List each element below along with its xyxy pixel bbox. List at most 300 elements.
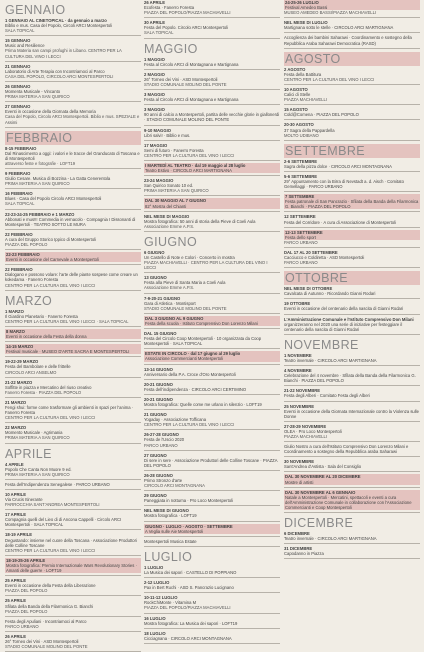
divider: [284, 104, 420, 105]
event-item: [144, 331, 280, 346]
event-item: [144, 107, 280, 122]
event-date: 27 GIUGNO: [144, 452, 167, 458]
event-item: [144, 397, 280, 407]
event-place: SALA TOPICAL: [144, 30, 174, 36]
event-date: 29 GIUGNO: [144, 493, 167, 499]
month-heading: NOVEMBRE: [284, 337, 359, 352]
event-date: 4 NOVEMBRE: [284, 368, 312, 374]
event-place: Associazione Emme A.P.S.: [144, 285, 195, 291]
divider: [284, 298, 420, 299]
event-title: Gara di Atletica · Montisport: [144, 300, 196, 306]
month-heading: MAGGIO: [144, 41, 198, 56]
event-item: [284, 107, 420, 117]
event-item: [144, 412, 280, 427]
event-item: [5, 104, 141, 124]
event-date: 22 FEBBRAIO: [5, 231, 33, 237]
divider: [284, 441, 420, 442]
event-date: 26 GENNAIO: [5, 83, 31, 89]
divider: [144, 577, 280, 578]
event-date: 21 GIUGNO: [144, 412, 167, 418]
divider: [284, 456, 420, 457]
event-title: Momenta Musicale - Vincanto: [5, 89, 61, 95]
event-date: 25 APRILE: [5, 578, 27, 584]
event-title: Natale a Montespertoli · Mercatini, spettacoli e eventi a cura dell'Amministrazione Comunale in collaborazione con l'Associazione Commercianti e Coop Montespertoli: [284, 495, 420, 510]
event-item: [284, 250, 420, 265]
event-title: Abbonati e mus!!! Commedia in vernacolo · Compagnia I Dissonanti di Montespertoli · TEATRO SOTTO LE MURA: [5, 216, 136, 227]
event-item: [144, 595, 280, 610]
event-title: Festa del Bambolare e delle frittelle: [5, 364, 71, 370]
event-date: 12 SETTEMBRE: [284, 214, 316, 220]
event-title: Un Castello di Note e Colori · Concerto in mostra: [144, 255, 235, 260]
event-date: 22-23 FEBBRAIO: [5, 252, 141, 257]
event-item: [284, 122, 420, 137]
event-item: [144, 432, 280, 447]
event-place: Prima Materia san campi profughi in Libano. CENTRO PER LA CULTURA DEL VINO I LECCI: [5, 48, 122, 59]
event-title: Eventi in occasione della Festa della Liberazione: [5, 583, 96, 589]
divider: [5, 168, 141, 169]
event-place: STADIO COMUNALE MOLINO DEL PONTE: [144, 305, 227, 311]
divider: [144, 125, 280, 126]
divider: [144, 536, 280, 537]
event-date: 2 MAGGIO: [144, 71, 165, 77]
event-date: 20-30 AGOSTO: [284, 122, 314, 128]
event-title: A Veglia sulle Aie Montespertoli: [144, 529, 280, 534]
divider: [284, 365, 420, 366]
event-title: Semi di futuro · Fanerro Foresta: [144, 147, 204, 153]
divider: [284, 421, 420, 422]
month-heading: OTTOBRE: [284, 271, 420, 285]
event-date: 26 APRILE: [144, 0, 166, 5]
event-title: La Musica dei sapori · CASTELLO DI POPPIANO: [144, 569, 237, 575]
divider: [144, 17, 280, 18]
event-item: [144, 508, 280, 518]
event-item: [284, 0, 420, 15]
event-date: NEL MESE DI GIUGNO: [144, 508, 189, 514]
event-title: Festa patronale di San Pancrazio · Sfilata della Banda della Filarmonica G. Bianchi · PIAZZA DEL POPOLO: [285, 199, 419, 210]
divider: [144, 379, 280, 380]
event-place: MUSEO AMEDEO BASSI/PIAZZA MACHIAVELLI: [284, 10, 377, 16]
divider: [5, 575, 141, 576]
event-item: [144, 631, 280, 641]
event-place: CENTRO PER LA CULTURA DEL VINO I LECCI: [5, 415, 96, 421]
divider: [284, 512, 420, 513]
event-item: [144, 580, 280, 590]
event-place: Associazione Emme A.P.S.: [144, 223, 195, 229]
event-place: STADIO COMUNALE MOLINO DEL PONTE: [5, 644, 88, 650]
event-item: [5, 84, 141, 99]
event-title: Mostra fotografica: Quelle come me urlano in silenzio · LOFT19: [144, 401, 262, 407]
event-item: [5, 482, 141, 487]
event-date: 3 MAGGIO: [144, 107, 165, 113]
event-date: 22-23-24-25 FEBBRAIO e 1 MARZO: [5, 211, 75, 217]
event-place: attraverso feste e fotografie · LOFT19: [5, 160, 76, 166]
event-date: 1 NOVEMBRE: [284, 352, 312, 358]
divider: [284, 227, 420, 228]
divider: [144, 613, 280, 614]
event-date: 13-14 GIUGNO: [144, 366, 173, 372]
divider: [5, 377, 141, 378]
divider: [5, 397, 141, 398]
divider: [284, 314, 420, 315]
event-place: PIAZZA MACHIAVELLI: [284, 97, 327, 103]
event-place: CIRCOLO ARCI ANSELMO: [5, 369, 57, 375]
event-date: 19-22-29 MARZO: [5, 359, 39, 365]
event-title: San Quirico Sonato 10 ed.: [144, 183, 194, 189]
event-date: 30 NOVEMBRE: [284, 459, 315, 465]
event-title: Eventi in occasione del Carnevale a Montespertoli: [5, 257, 141, 262]
event-place: PRIMA MATERIA A SAN QUIRICO: [5, 94, 70, 100]
event-title: Festa degli Alberi · Comitato Festa degli Alberi: [284, 393, 370, 399]
event-place: PIAZZA DEL POPOLO: [5, 242, 48, 247]
divider: [144, 69, 280, 70]
divider: [144, 429, 280, 430]
event-date: DAL 30 MAGGIO AL 7 GIUGNO: [144, 198, 280, 203]
event-item: [5, 344, 141, 354]
divider: [144, 140, 280, 141]
divider: [144, 211, 280, 212]
event-date: 10 APRILE: [5, 491, 27, 497]
event-title: Mostra fotografica: Premio Internazionale Wars Revolutionary Stories · Amanti delle guerre · LOFT19: [5, 563, 141, 573]
event-date: 2 AGOSTO: [284, 66, 306, 72]
column-2: [144, 0, 280, 641]
event-item: [5, 578, 141, 593]
event-title: Cold@Comena · PIAZZA DEL POPOLO: [284, 112, 359, 118]
event-place: PARCO URBANO: [284, 239, 318, 245]
event-date: 25 NOVEMBRE: [284, 403, 315, 409]
event-item: [5, 267, 141, 287]
event-item: [284, 317, 420, 332]
event-item: [5, 252, 141, 262]
event-item: [5, 400, 141, 420]
event-title: 82° Mostra del Chianti: [144, 204, 280, 209]
month-heading: AGOSTO: [284, 52, 420, 66]
divider: [5, 81, 141, 82]
event-title: Via Crucis Itinerante: [5, 497, 43, 502]
divider: [144, 409, 280, 410]
event-date: 17 APRILE: [5, 512, 27, 518]
event-place: CENTRO PER LA CULTURA DEL VINO I LECCI: [5, 282, 96, 288]
event-title: Eventi in occasione del centenario della nascita di Gianni Rodari: [284, 306, 404, 312]
event-place: PARROCCHIA SANT'ANDREA MONTESPERTOLI: [5, 502, 100, 508]
event-item: [144, 72, 280, 87]
event-item: [144, 143, 280, 158]
event-date: 27 GENNAIO: [5, 104, 31, 110]
month-heading: SETTEMBRE: [284, 144, 420, 158]
event-place: Fanerro Foresta · PIAZZA DEL POPOLO: [5, 389, 82, 395]
event-item: [144, 163, 280, 173]
event-place: CENTRO PER LA CULTURA DEL VINO I LECCI · SALA TOPICAL: [5, 318, 129, 324]
event-date: 15 GENNAIO: [5, 38, 31, 44]
event-item: [284, 67, 420, 82]
event-item: [5, 462, 141, 477]
event-title: 26° Torneo dei Vini · ASD Montespertoli: [144, 76, 218, 82]
event-date: 4 APRILE: [5, 461, 24, 467]
event-title: Festa del Corridore · A cura di Associazione di Montespertoli: [284, 219, 396, 225]
event-item: [5, 598, 141, 613]
event-date: 26-27-28 GIUGNO: [144, 432, 179, 438]
event-title: Teatro invernale · CIRCOLO ARCI MARTIGNANA: [284, 536, 377, 542]
event-title: Cavalcata di Autunno · Ricordando Gianni Rodari: [284, 291, 376, 297]
event-date: 25 APRILE: [5, 598, 27, 604]
event-title: Festa degli Apuliani · Incontriamoci al Parco: [5, 618, 87, 624]
event-title: Eventi in occasione della Festa della donna: [5, 334, 141, 339]
event-item: [5, 558, 141, 573]
event-item: [284, 546, 420, 556]
event-date: 2-12 LUGLIO: [144, 580, 170, 586]
event-title: RockChiMonte · Vitamina M: [144, 600, 197, 606]
event-title: organizzeranno nel 2020 una serie di iniziative per festeggiare il centenario della nascita di Gianni Rodari: [284, 321, 403, 332]
event-title: Ecofesta · Fanerro Foresta: [144, 5, 195, 11]
divider: [5, 101, 141, 102]
divider: [5, 595, 141, 596]
event-item: [144, 296, 280, 311]
divider: [5, 188, 141, 189]
event-title: Momento Musicale · Agrimania: [5, 430, 63, 436]
event-item: [284, 531, 420, 541]
event-item: [284, 159, 420, 169]
event-date: 21-22 MARZO: [5, 379, 33, 385]
event-date: NEL MESE DI MAGGIO: [144, 213, 190, 219]
divider: [5, 249, 141, 250]
event-title: A cura del Gruppo Storico Ippico di Montespertoli: [5, 236, 97, 242]
event-place: SALA TOPICAL: [5, 28, 35, 34]
event-title: Degustando: insieme nel cuore della Toscana · Associazione Produttori delle Colline Toscane: [5, 537, 137, 548]
month-heading: DICEMBRE: [284, 516, 354, 530]
event-date: 10-11-12 LUGLIO: [144, 595, 178, 601]
event-date: L'Amministrazione Comunale e l'Istituto Comprensivo Don Milani: [284, 316, 414, 322]
event-item: [144, 367, 280, 377]
event-item: [144, 128, 280, 138]
event-place: PRIMA MATERIA A SAN QUIRICO: [144, 188, 209, 194]
event-date: NEL MESE DI LUGLIO: [284, 20, 328, 26]
event-date: 16 FEBBRAIO: [5, 191, 33, 197]
divider: [284, 32, 420, 33]
event-place: PRIMA MATERIA A SAN QUIRICO: [5, 181, 70, 187]
event-item: [5, 191, 141, 206]
event-date: DAL 3 GIUGNO AL 9 GIUGNO: [144, 316, 280, 321]
event-item: [5, 380, 141, 395]
event-date: 22 MARZO: [5, 425, 27, 431]
event-place: PIAZZA DEL POPOLO/PIAZZA MACHIAVELLI: [144, 605, 231, 611]
event-title: Cacciucco e Coldiretta · ASD Montespertoli: [284, 255, 365, 260]
event-date: 5-6 SETTEMBRE: [284, 173, 318, 179]
event-date: 3 MAGGIO: [144, 92, 165, 98]
event-item: [284, 174, 420, 189]
event-title: Mostra fotografica: La Musica dei sapori · LOFT19: [144, 620, 238, 626]
event-title: Mostre di artisti: [284, 480, 420, 485]
event-place: CENTRO PER LA CULTURA DEL VINO I LECCI: [284, 76, 375, 82]
event-place: PIAZZA DEL POPOLO: [5, 608, 48, 614]
event-place: PARCO URBANO: [284, 260, 318, 266]
event-item: [284, 459, 420, 469]
event-title: 26° Torneo dei Vini · ASD Montespertoli: [5, 638, 79, 644]
event-title: Music and Resilience: [5, 43, 45, 49]
event-item: [284, 404, 420, 419]
divider: [144, 175, 280, 176]
month-heading: GIUGNO: [144, 234, 198, 249]
divider: [144, 89, 280, 90]
event-title: Biblio e mus. Casa del Popolo, Circoli ARCI Montespertoli: [5, 23, 113, 29]
event-title: Festa del Circolo Coop Montespertoli · 10 organizzata da Coop Montespertoli · SALA TOPICAL: [144, 336, 262, 347]
event-place: CENTRO PER LA CULTURA DEL VINO I LECCI: [144, 422, 235, 428]
event-title: Libri salvi! · Biblio e mus.: [144, 132, 191, 138]
divider: [5, 229, 141, 230]
event-title: Accoglienza dei bambini Saharawi · Coordinamento e sostegno della Repubblica Araba Saharawi Democratica (RASD): [284, 35, 412, 46]
event-title: Montespertoli Musica Estate: [144, 538, 197, 544]
event-item: [5, 171, 141, 186]
event-place: CENTRO PER LA CULTURA DEL VINO I LECCI: [5, 547, 96, 553]
event-place: CASA DEL POPOLO, CIRCOLO ARCI MONTESPERTOLI: [5, 73, 114, 79]
event-place: PIAZZA MACHIAVELLI: [284, 433, 327, 439]
event-item: [5, 492, 141, 507]
event-item: [144, 539, 280, 544]
event-item: [5, 212, 141, 227]
divider: [144, 160, 280, 161]
event-item: [144, 178, 280, 193]
event-title: Yogaday · Associazione Tofficana: [144, 417, 207, 423]
column-1: [5, 0, 141, 650]
event-title: Compagnia quelli del Lieo di di Ancona Cappelli · Circolo ARCI Montespertoli · SALA TOPICAL: [5, 517, 122, 528]
event-date: 20-21 GIUGNO: [144, 381, 173, 387]
event-title: Blues · Casa del Popolo Circolo ARCI Montespertoli: [5, 196, 102, 202]
divider: [284, 267, 420, 268]
divider: [144, 104, 280, 105]
divider: [284, 211, 420, 212]
event-title: 90 anni di calcio a Montespertoli, partita delle vecchie glorie in giallonerdi · STADIO COMUNALE MOLINO DEL PONTE: [144, 112, 280, 123]
event-place: PARCO URBANO: [5, 623, 39, 629]
event-item: [5, 309, 141, 324]
event-date: 15 AGOSTO: [284, 107, 308, 113]
divider: [5, 443, 141, 444]
event-title: Associazione Commercianti Montespertoli: [144, 356, 280, 361]
month-heading: APRILE: [5, 446, 52, 461]
event-title: Festa della scuola · Istituto Comprensivo Don Lorenzo Milani: [144, 321, 280, 326]
event-item: [144, 214, 280, 229]
event-item: [144, 20, 280, 35]
event-title: Festa dello sport: [284, 235, 420, 240]
divider: [144, 38, 280, 39]
event-title: Festa de l'Uscio 2020: [144, 437, 185, 443]
event-place: Casa del Popolo, Circolo ARCI Montespertoli. Biblio e mus. SPEZIALE e Assimi: [5, 114, 140, 125]
event-title: Festa della Battitura: [284, 71, 322, 77]
event-date: 9 FEBBRAIO: [5, 170, 31, 176]
month-heading: GENNAIO: [5, 3, 66, 17]
event-item: [144, 473, 280, 488]
event-item: [5, 64, 141, 79]
divider: [144, 643, 280, 644]
event-date: DAL 17 AL 20 SETTEMBRE: [284, 249, 338, 255]
event-title: Paneggiata in notturna · Pro Loco Montespertoli: [144, 498, 233, 504]
event-title: Dialogano e possono volare: l'arte delle piante sospese come creare un kokedama · Fanerro Foresta: [5, 272, 138, 283]
event-title: Capodanno in Piazza: [284, 551, 324, 557]
event-title: Giulio Nostro a cura dell'Istituto Comprensivo Don Lorenzo Milani e Coordinamento a sostegno della Repubblica araba Saharawi: [284, 444, 409, 455]
divider: [5, 356, 141, 357]
event-date: 21 GENNAIO: [5, 63, 31, 69]
divider: [144, 195, 280, 196]
event-date: 13 GIUGNO: [144, 275, 167, 281]
event-item: [144, 351, 280, 361]
event-item: [284, 388, 420, 398]
divider: [284, 191, 420, 192]
event-date: 20-21 GIUGNO: [144, 396, 173, 402]
event-item: [284, 301, 420, 311]
divider: [284, 171, 420, 172]
divider: [5, 61, 141, 62]
event-title: Popolo Che Canta Non Muore 9 ed.: [5, 466, 72, 472]
event-date: 16 LUGLIO: [144, 615, 166, 621]
event-date: 18 LUGLIO: [144, 630, 166, 636]
divider: [144, 546, 280, 547]
event-date: 1 LUGLIO: [144, 564, 164, 570]
divider: [5, 509, 141, 510]
event-item: [284, 214, 420, 224]
divider: [5, 326, 141, 327]
event-date: 19 OTTOBRE: [284, 301, 311, 307]
divider: [284, 119, 420, 120]
divider: [144, 394, 280, 395]
event-item: [144, 198, 280, 208]
event-date: 10 AGOSTO: [284, 86, 308, 92]
divider: [284, 140, 420, 141]
divider: [5, 422, 141, 423]
event-date: 27-28-29 NOVEMBRE: [284, 423, 327, 429]
event-title: Martignana sotto le stelle · CIRCOLO ARCI MARTIGNANA: [284, 25, 394, 31]
divider: [284, 84, 420, 85]
event-title: Cicciagnana · CIRCOLO ARCI MONTAGNANA: [144, 635, 232, 641]
divider: [144, 450, 280, 451]
event-date: 18-19 APRILE: [5, 532, 33, 538]
event-item: [5, 532, 141, 552]
event-item: [284, 474, 420, 484]
event-item: [144, 524, 280, 534]
event-item: [284, 20, 420, 30]
divider: [5, 479, 141, 480]
event-item: [144, 565, 280, 575]
event-item: [5, 634, 141, 649]
event-date: 18-19-25-26 APRILE: [5, 558, 141, 563]
divider: [144, 364, 280, 365]
divider: [5, 264, 141, 265]
divider: [284, 17, 420, 18]
event-date: DAL 15 GIUGNO: [144, 331, 177, 337]
divider: [5, 631, 141, 632]
event-title: Laboratorio di Arte Terapia con Incontriamoci al Parco: [5, 68, 105, 74]
divider: [144, 490, 280, 491]
event-date: I MARTEDÌ AL TEATRO · dal 19 maggio al 28 luglio: [144, 163, 280, 168]
divider: [5, 127, 141, 128]
event-date: 8 MARZO: [5, 329, 141, 334]
event-item: [144, 250, 280, 270]
event-date: 6 GIUGNO: [144, 249, 165, 255]
divider: [5, 35, 141, 36]
event-title: Festival Amedeo Bassi: [284, 5, 420, 10]
event-place: PIAZZA DEL POPOLO: [5, 588, 48, 594]
event-item: [144, 493, 280, 503]
event-title: Festa dell'Indipendenza Senegalese · PARCO URBANO: [5, 481, 110, 487]
event-date: ESTATE IN CIRCOLO · dal 17 giugno al 29 luglio: [144, 351, 280, 356]
event-title: Sant'Andrea d'Astista · Sala del Consiglio: [284, 464, 362, 470]
event-date: 2-6 SETTEMBRE: [284, 158, 318, 164]
event-item: [284, 353, 420, 363]
event-item: [5, 146, 141, 166]
divider: [284, 385, 420, 386]
event-date: 31 DICEMBRE: [284, 546, 313, 552]
event-item: [284, 490, 420, 510]
event-item: [5, 512, 141, 527]
event-item: [144, 275, 280, 290]
event-date: DAL 30 NOVEMBRE AL 20 DICEMBRE: [284, 474, 420, 479]
event-title: Giulio Cesare. Musica di Bozzina - La Gatta Cenerentola: [5, 176, 111, 182]
